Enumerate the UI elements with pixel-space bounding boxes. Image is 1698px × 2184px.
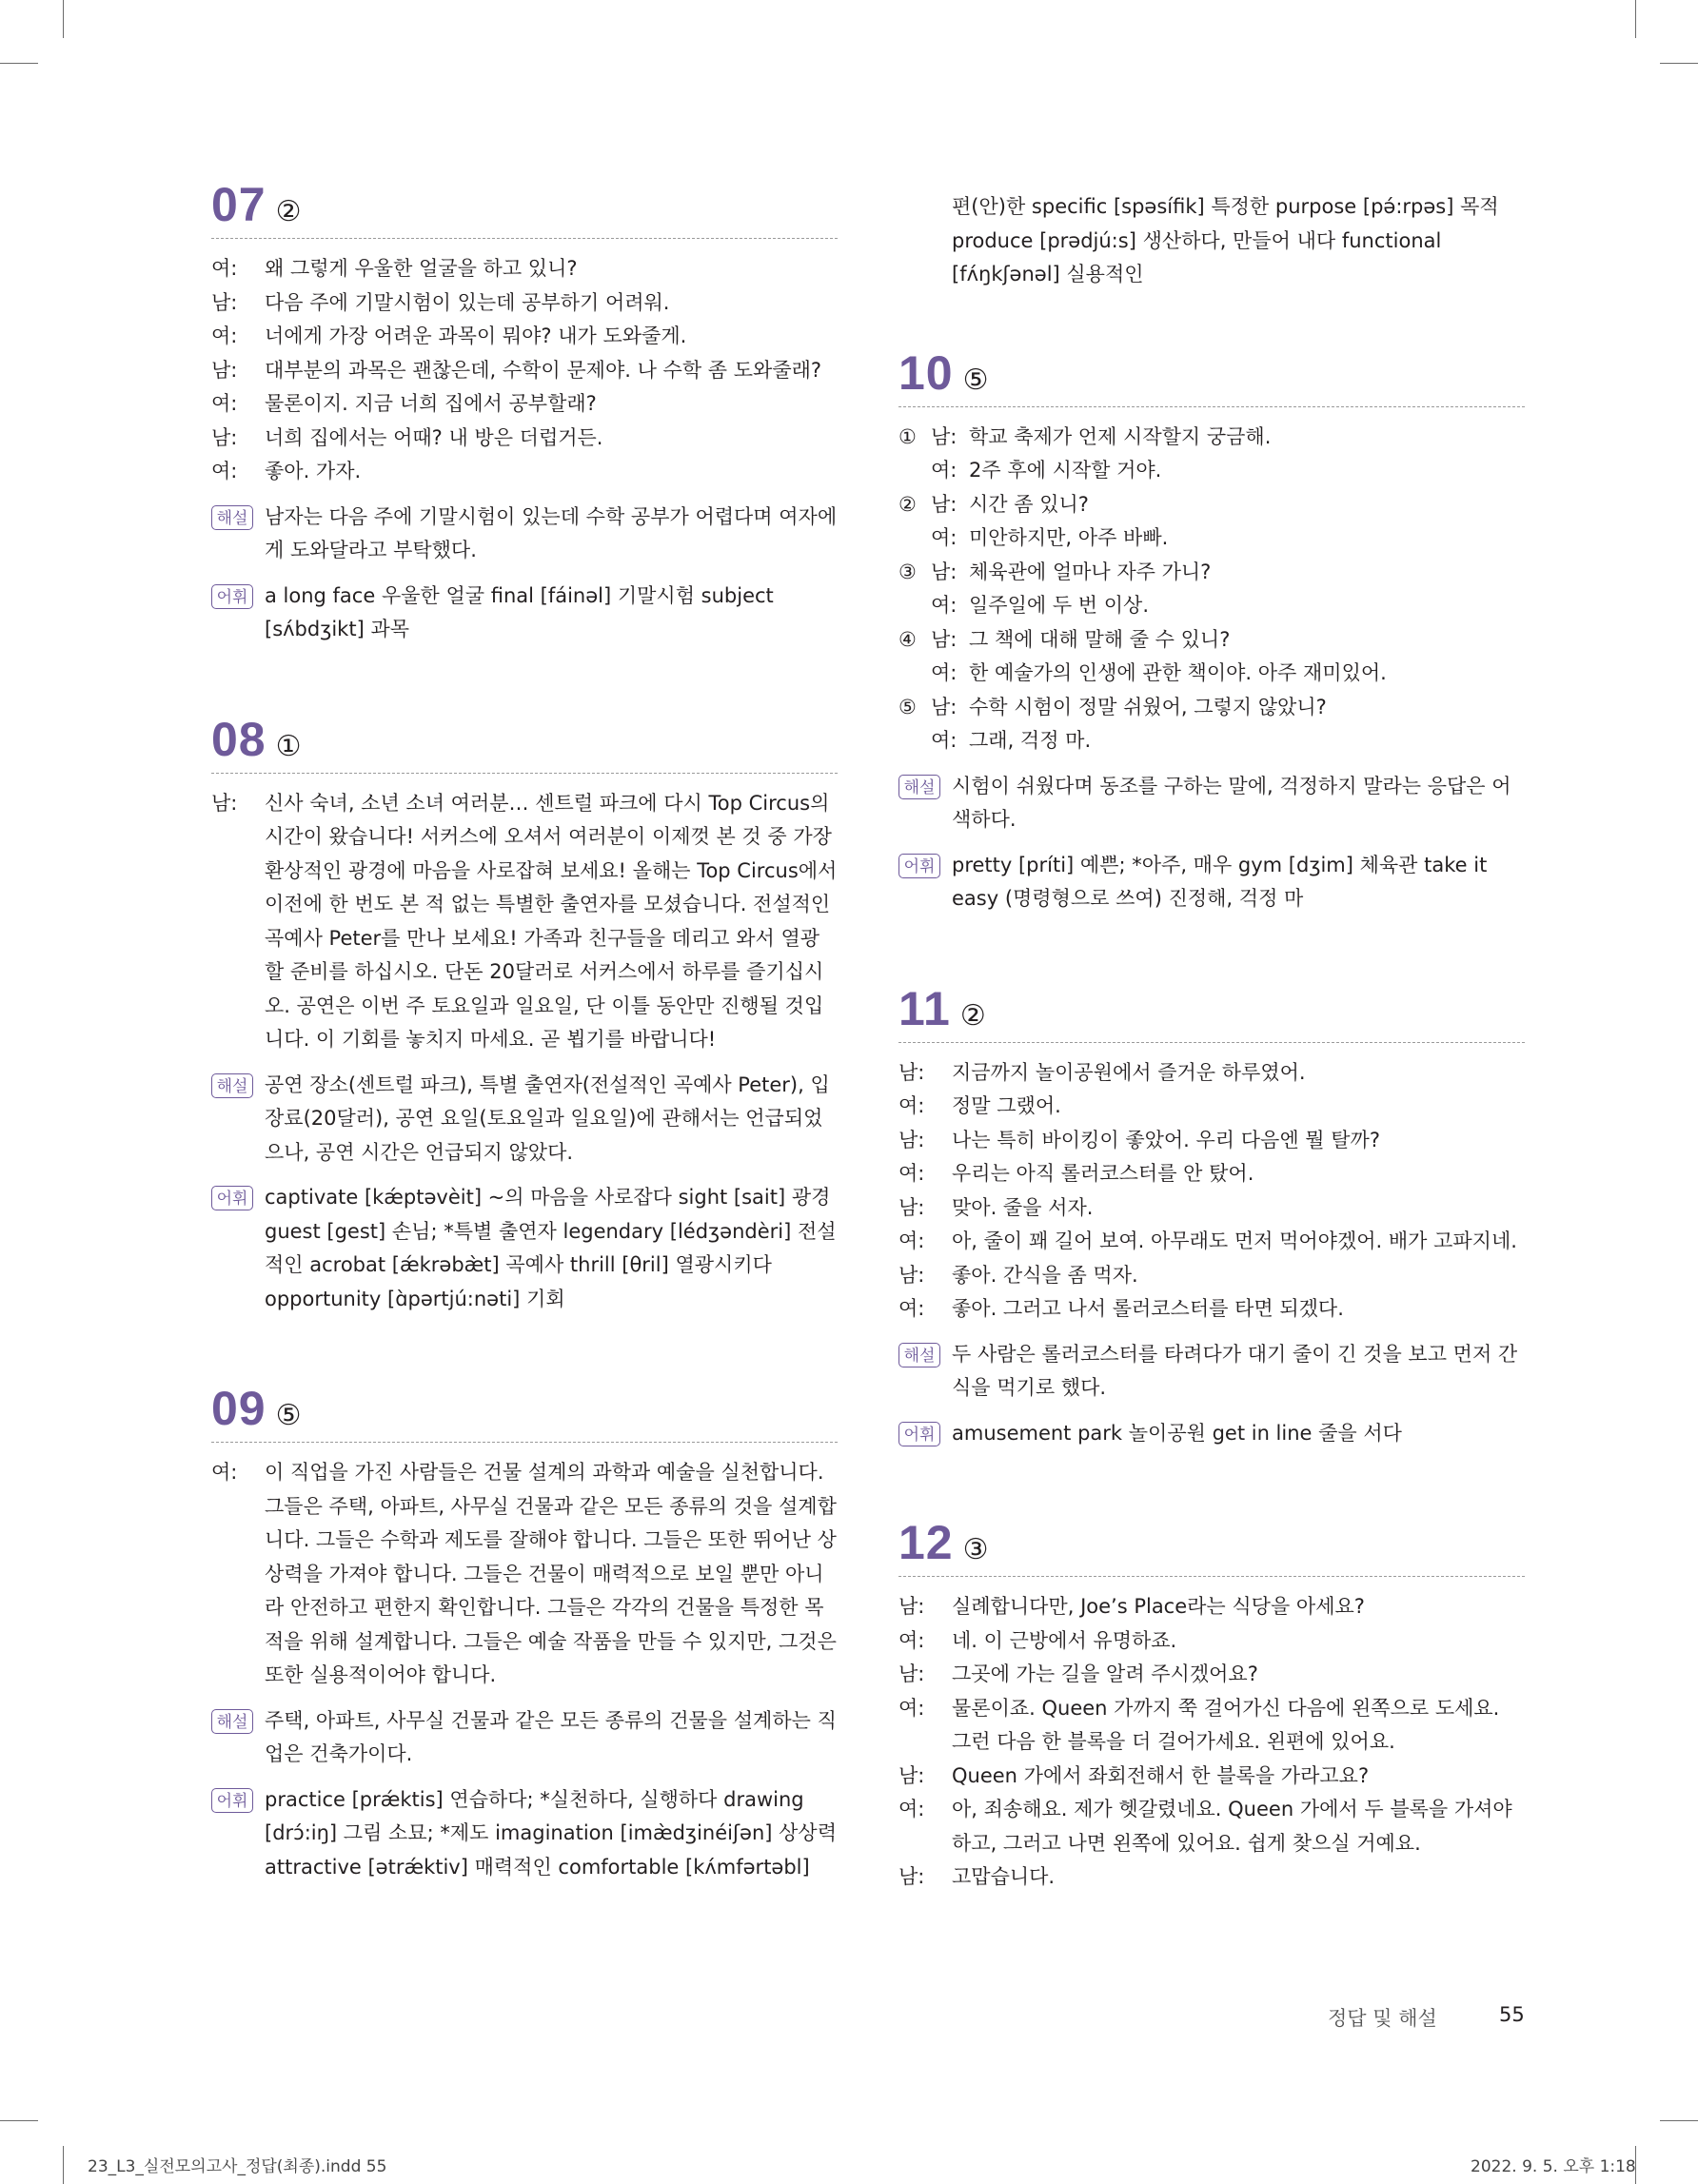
vocabulary [211, 1783, 838, 1885]
choice-line [898, 589, 1525, 623]
answer-mark: ③ [962, 1533, 989, 1566]
choice-number: ② [898, 492, 917, 516]
haeseol-badge: 해설 [898, 1343, 940, 1367]
choice-line [898, 556, 1525, 590]
vocabulary [898, 849, 1525, 916]
dialogue-line [211, 1456, 838, 1693]
line-text: 나는 특히 바이킹이 좋았어. 우리 다음엔 뭘 탈까? [952, 1128, 1380, 1151]
speaker: 여: [211, 1461, 238, 1484]
speaker: 여: [931, 661, 958, 684]
speaker: 여: [931, 729, 958, 752]
vocabulary-text: 편(안)한 specific [spəsífik] 특정한 purpose [pə́:rpəs] 목적 produce [prədjú:s] 생산하다, 만들어 내다 functional [fʌ́ŋkʃənəl] 실용적인 [952, 195, 1499, 285]
question-header [898, 345, 1525, 407]
line-text: 체육관에 얼마나 자주 가니? [969, 560, 1212, 583]
speaker: 남: [898, 1263, 925, 1287]
speaker: 여: [898, 1798, 925, 1820]
choice-line [898, 724, 1525, 758]
line-text: 2주 후에 시작할 거야. [969, 459, 1162, 482]
speaker: 여: [931, 459, 958, 482]
right-column [898, 190, 1525, 1963]
speaker: 남: [898, 1663, 925, 1685]
dialogue-line [211, 455, 838, 489]
choice-line [898, 623, 1525, 658]
speaker: 남: [211, 791, 238, 815]
speaker: 남: [898, 1195, 925, 1219]
line-text: 이 직업을 가진 사람들은 건물 설계의 과학과 예술을 실천합니다. 그들은 주택, 아파트, 사무실 건물과 같은 모든 종류의 것을 설계합니다. 그들은 수학과 제도를 잘해야 합니다. 그들은 또한 뛰어난 상상력을 가져야 합니다. 그들은 건물이 매력적으로 보일 뿐만 아니라 안전하고 편한지 확인합니다. 그들은 각각의 건물을 특정한 목적을 위해 설계합니다. 그들은 예술 작품을 만들 수 있지만, 그것은 또한 실용적이어야 합니다. [265, 1461, 837, 1686]
dialogue-line [211, 422, 838, 456]
speaker: 남: [931, 695, 958, 718]
line-text: 신사 숙녀, 소년 소녀 여러분… 센트럴 파크에 다시 Top Circus의 시간이 왔습니다! 서커스에 오셔서 여러분이 이제껏 본 것 중 가장 환상적인 광경에 마음을 사로잡혀 보세요! 올해는 Top Circus에서 이전에 한 번도 본 적 없는 특별한 출연자를 모셨습니다. 전설적인 곡예사 Peter를 만나 보세요! 가족과 친구들을 데리고 와서 열광할 준비를 하십시오. 단돈 20달러로 서커스에서 하루를 즐기십시오. 공연은 이번 주 토요일과 일요일, 단 이틀 동안만 진행될 것입니다. 이 기회를 놓치지 마세요. 곧 뵙기를 바랍니다! [265, 791, 838, 1051]
line-text: 좋아. 간식을 좀 먹자. [952, 1263, 1138, 1287]
crop-mark [0, 2120, 38, 2121]
speaker: 여: [931, 594, 958, 617]
crop-mark [1660, 63, 1698, 64]
choice-number: ① [898, 424, 917, 448]
haeseol-badge: 해설 [211, 1709, 253, 1734]
vocabulary [211, 580, 838, 647]
speaker: 여: [898, 1230, 925, 1252]
dialogue-line [211, 286, 838, 321]
question-number: 10 [898, 345, 954, 400]
print-slug-date: 2022. 9. 5. 오후 1:18 [1471, 2157, 1636, 2176]
dialogue-line [211, 387, 838, 422]
speaker: 남: [211, 290, 238, 314]
line-text: 물론이지. 지금 너희 집에서 공부할래? [265, 392, 597, 415]
dialogue-line [898, 1658, 1525, 1692]
question-header [211, 712, 838, 774]
dialogue-line [211, 320, 838, 354]
line-text: 미안하지만, 아주 바빠. [969, 526, 1169, 549]
choice-line [898, 521, 1525, 556]
eohwi-badge: 어휘 [211, 1788, 253, 1813]
question-10 [898, 345, 1525, 916]
line-text: Queen 가에서 좌회전해서 한 블록을 가라고요? [952, 1763, 1370, 1787]
crop-mark [63, 0, 64, 38]
haeseol-badge: 해설 [211, 505, 253, 530]
dialogue-line [898, 1124, 1525, 1158]
line-text: 맞아. 줄을 서자. [952, 1195, 1094, 1219]
choice-number: ⑤ [898, 695, 917, 718]
explanation [898, 1338, 1525, 1406]
line-text: 고맙습니다. [952, 1865, 1056, 1888]
choice-line [898, 488, 1525, 522]
question-number: 08 [211, 712, 267, 766]
dialogue-line [898, 1090, 1525, 1124]
explanation-text: 시험이 쉬웠다며 동조를 구하는 말에, 걱정하지 말라는 응답은 어색하다. [952, 774, 1511, 831]
vocabulary-continued [898, 190, 1525, 292]
speaker: 남: [931, 560, 958, 583]
speaker: 남: [931, 627, 958, 651]
choice-line [898, 454, 1525, 488]
dialogue-line [898, 1157, 1525, 1191]
explanation [211, 501, 838, 568]
speaker: 남: [211, 358, 238, 382]
speaker: 남: [211, 425, 238, 449]
dialogue-line [898, 1624, 1525, 1659]
answer-mark: ② [959, 998, 986, 1033]
eohwi-badge: 어휘 [898, 854, 940, 878]
line-text: 지금까지 놀이공원에서 즐거운 하루였어. [952, 1060, 1306, 1084]
explanation [211, 1069, 838, 1171]
speaker: 여: [898, 1628, 925, 1652]
speaker: 여: [898, 1094, 925, 1117]
speaker: 여: [211, 392, 238, 415]
answer-mark: ① [275, 729, 302, 763]
eohwi-badge: 어휘 [898, 1422, 940, 1446]
dialogue-line [898, 1760, 1525, 1794]
line-text: 그 책에 대해 말해 줄 수 있니? [969, 627, 1231, 651]
crop-mark [1660, 2120, 1698, 2121]
speaker: 남: [898, 1763, 925, 1787]
speaker: 남: [898, 1128, 925, 1151]
answer-mark: ⑤ [275, 1399, 302, 1432]
line-text: 네. 이 근방에서 유명하죠. [952, 1628, 1177, 1652]
vocabulary-text: captivate [kǽptəvèit] ~의 마음을 사로잡다 sight [sait] 광경 guest [gest] 손님; *특별 출연자 legendary [lédʒəndèri] 전설적인 acrobat [ǽkrəbæ̀t] 곡예사 thrill [θril] 열광시키다 opportunity [ɑ̀pərtjú:nəti] 기회 [265, 1186, 837, 1310]
choice-line [898, 691, 1525, 725]
line-text: 그곳에 가는 길을 알려 주시겠어요? [952, 1663, 1258, 1685]
dialogue-line [898, 1292, 1525, 1327]
speaker: 여: [211, 325, 238, 347]
dialogue-line [898, 1793, 1525, 1860]
question-11 [898, 981, 1525, 1451]
line-text: 학교 축제가 언제 시작할지 궁금해. [969, 424, 1272, 448]
speaker: 남: [931, 492, 958, 516]
explanation-text: 남자는 다음 주에 기말시험이 있는데 수학 공부가 어렵다며 여자에게 도와달라고 부탁했다. [265, 504, 838, 561]
vocabulary [211, 1181, 838, 1316]
line-text: 너희 집에서는 어때? 내 방은 더럽거든. [265, 425, 603, 449]
speaker: 여: [931, 526, 958, 549]
line-text: 너에게 가장 어려운 과목이 뭐야? 내가 도와줄게. [265, 325, 687, 347]
speaker: 여: [211, 257, 238, 280]
explanation [211, 1704, 838, 1772]
vocabulary-text: pretty [príti] 예쁜; *아주, 매우 gym [dʒim] 체육관 take it easy (명령형으로 쓰여) 진정해, 걱정 마 [952, 853, 1488, 910]
speaker: 남: [898, 1595, 925, 1618]
crop-mark [0, 63, 38, 64]
question-number: 07 [211, 178, 267, 231]
explanation-text: 주택, 아파트, 사무실 건물과 같은 모든 종류의 건물을 설계하는 직업은 건축가이다. [265, 1708, 837, 1765]
speaker: 여: [211, 460, 238, 482]
line-text: 다음 주에 기말시험이 있는데 공부하기 어려워. [265, 290, 670, 314]
dialogue-line [211, 354, 838, 388]
choice-number: ④ [898, 627, 917, 651]
line-text: 대부분의 과목은 괜찮은데, 수학이 문제야. 나 수학 좀 도와줄래? [265, 358, 822, 382]
eohwi-badge: 어휘 [211, 584, 253, 609]
speaker: 여: [898, 1696, 925, 1720]
page-number: 55 [1499, 2003, 1525, 2026]
dialogue-line [898, 1191, 1525, 1226]
answer-mark: ② [275, 195, 302, 228]
question-header [898, 981, 1525, 1043]
print-slug-file: 23_L3_실전모의고사_정답(최종).indd 55 [88, 2157, 387, 2176]
question-number: 12 [898, 1516, 954, 1569]
eohwi-badge: 어휘 [211, 1186, 253, 1210]
line-text: 아, 줄이 꽤 길어 보여. 아무래도 먼저 먹어야겠어. 배가 고파지네. [952, 1230, 1517, 1252]
question-header [211, 1382, 838, 1443]
vocabulary-text: a long face 우울한 얼굴 final [fáinəl] 기말시험 subject [sʌ́bdʒikt] 과목 [265, 583, 774, 640]
speaker: 남: [898, 1865, 925, 1888]
question-12 [898, 1516, 1525, 1895]
speaker: 남: [931, 424, 958, 448]
question-header [898, 1516, 1525, 1577]
vocabulary [898, 1417, 1525, 1451]
choice-line [898, 657, 1525, 691]
dialogue-line [898, 1259, 1525, 1293]
dialogue-line [898, 1056, 1525, 1091]
choice-number: ③ [898, 560, 917, 583]
vocabulary-text: practice [prǽktis] 연습하다; *실천하다, 실행하다 drawing [drɔ́:iŋ] 그림 소묘; *제도 imagination [imæ̀dʒinéiʃən] 상상력 attractive [ətrǽktiv] 매력적인 comfortable [kʌ́mfərtəbl] [265, 1787, 837, 1879]
crop-mark [63, 2146, 64, 2184]
explanation [898, 770, 1525, 837]
answer-mark: ⑤ [962, 363, 989, 397]
line-text: 한 예술가의 인생에 관한 책이야. 아주 재미있어. [969, 661, 1387, 684]
line-text: 시간 좀 있니? [969, 492, 1089, 516]
question-number: 11 [898, 981, 951, 1035]
speaker: 여: [898, 1162, 925, 1185]
dialogue-line [898, 1225, 1525, 1259]
line-text: 정말 그랬어. [952, 1094, 1061, 1117]
line-text: 일주일에 두 번 이상. [969, 594, 1149, 617]
line-text: 물론이죠. Queen 가까지 쭉 걸어가신 다음에 왼쪽으로 도세요. 그런 다음 한 블록을 더 걸어가세요. 왼편에 있어요. [952, 1696, 1500, 1753]
haeseol-badge: 해설 [211, 1073, 253, 1098]
dialogue-line [898, 1860, 1525, 1895]
line-text: 그래, 걱정 마. [969, 729, 1092, 752]
question-number: 09 [211, 1382, 267, 1435]
line-text: 수학 시험이 정말 쉬웠어, 그렇지 않았니? [969, 695, 1327, 718]
speaker: 남: [898, 1060, 925, 1084]
dialogue-line [898, 1590, 1525, 1624]
dialogue-line [898, 1692, 1525, 1760]
left-column [211, 178, 838, 1953]
line-text: 좋아. 그러고 나서 롤러코스터를 타면 되겠다. [952, 1297, 1344, 1320]
question-09 [211, 1382, 838, 1884]
line-text: 좋아. 가자. [265, 460, 362, 482]
haeseol-badge: 해설 [898, 775, 940, 799]
speaker: 여: [898, 1297, 925, 1320]
line-text: 실례합니다만, Joe’s Place라는 식당을 아세요? [952, 1595, 1365, 1618]
question-08 [211, 712, 838, 1317]
explanation-text: 공연 장소(센트럴 파크), 특별 출연자(전설적인 곡예사 Peter), 입장료(20달러), 공연 요일(토요일과 일요일)에 관해서는 언급되었으나, 공연 시간은 언급되지 않았다. [265, 1072, 830, 1164]
line-text: 왜 그렇게 우울한 얼굴을 하고 있니? [265, 257, 578, 280]
line-text: 우리는 아직 롤러코스터를 안 탔어. [952, 1162, 1254, 1185]
dialogue-line [211, 252, 838, 286]
crop-mark [1635, 0, 1636, 38]
question-header [211, 178, 838, 239]
dialogue-line [211, 787, 838, 1057]
running-footer-title: 정답 및 해설 [1328, 2007, 1437, 2030]
vocabulary-text: amusement park 놀이공원 get in line 줄을 서다 [952, 1421, 1402, 1445]
choice-line [898, 421, 1525, 455]
line-text: 아, 죄송해요. 제가 헷갈렸네요. Queen 가에서 두 블록을 가셔야 하고, 그러고 나면 왼쪽에 있어요. 쉽게 찾으실 거예요. [952, 1798, 1512, 1855]
explanation-text: 두 사람은 롤러코스터를 타려다가 대기 줄이 긴 것을 보고 먼저 간식을 먹기로 했다. [952, 1342, 1518, 1399]
question-07 [211, 178, 838, 647]
